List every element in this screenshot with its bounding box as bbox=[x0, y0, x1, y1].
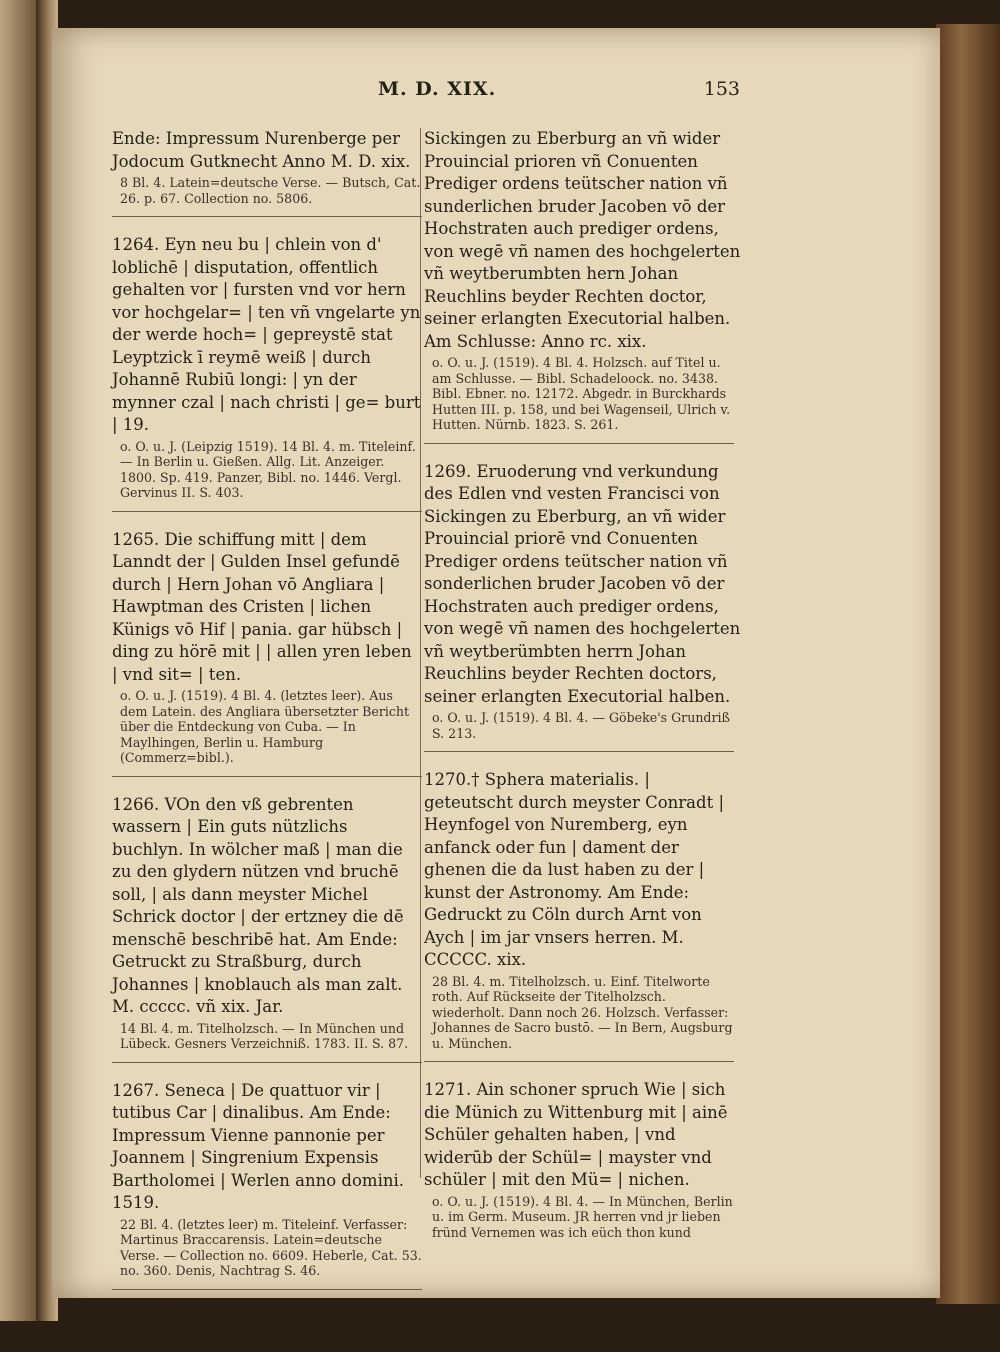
entry-note: 22 Bl. 4. (letztes leer) m. Titeleinf. Verfasser: Martinus Braccarensis. Latein=deutsche Verse. — Collection no. 6609. Heberle, Cat. 53. no. 360. Denis, Nachtrag S. 46. bbox=[120, 1216, 422, 1278]
entry-note: 28 Bl. 4. m. Titelholzsch. u. Einf. Titelworte roth. Auf Rückseite der Titelholzsch. wiederholt. Dann noch 26. Holzsch. Verfasser: Johannes de Sacro bustō. — In Bern, Augsburg u. München. bbox=[432, 973, 733, 1051]
facing-page-edge bbox=[0, 0, 38, 1321]
entry-separator bbox=[424, 443, 734, 444]
entry-text: 1270.† Sphera materialis. | geteutscht durch meyster Conradt | Heynfogel von Nuremberg, eyn anfanck oder fun | dament der ghenen die da lust haben zu der | kunst der Astronomy. Am Ende: Gedruckt zu Cöln durch Arnt von Aych | im jar vnsers herren. M. CCCCC. xix. bbox=[424, 770, 725, 969]
entry-note: o. O. u. J. (1519). 4 Bl. 4. — Göbeke's Grundriß S. 213. bbox=[432, 710, 730, 741]
entry-text: 1265. Die schiffung mitt | dem Lanndt der | Gulden Insel gefundē durch | Hern Johan vō Angliara | Hawptman des Cristen | lichen Künigs vō Hif | pania. gar hübsch | ding zu hörē mit | | allen yren leben | vnd sit= | ten. bbox=[112, 529, 412, 684]
entry-separator bbox=[112, 1289, 422, 1290]
entry-text: 1268. Eruorderung vnd verkundung des Edlen vnd vesten Francisci von bbox=[112, 1307, 415, 1349]
entry-text: Ende: Impressum Nurenberge per Jodocum Gutknecht Anno M. D. xix. bbox=[112, 129, 411, 171]
entry-1264 bbox=[112, 234, 422, 501]
entry-note: 14 Bl. 4. m. Titelholzsch. — In München und Lübeck. Gesners Verzeichniß. 1783. II. S. 87. bbox=[120, 1020, 409, 1051]
entry-1265 bbox=[112, 529, 422, 766]
entry-separator bbox=[112, 776, 422, 777]
left-column bbox=[112, 128, 422, 1352]
book-cover-edge bbox=[936, 24, 1000, 1304]
entry-separator bbox=[112, 511, 422, 512]
page-number: 153 bbox=[703, 78, 740, 100]
entry-1263-end bbox=[112, 128, 422, 206]
running-head: M. D. XIX. bbox=[378, 78, 497, 100]
entry-separator bbox=[112, 1062, 422, 1063]
entry-1270 bbox=[424, 769, 742, 1051]
entry-text: Sickingen zu Eberburg an vñ wider Prouincial prioren vñ Conuenten Prediger ordens teütscher nation vñ sunderlichen bruder Jacoben vō der Hochstraten auch prediger ordens, von wegē vñ namen des hochgelerten vñ weytberumbten hern Johan Reuchlins beyder Rechten doctor, seiner erlangten Executorial halben. Am Schlusse: Anno rc. xix. bbox=[424, 129, 741, 351]
entry-1268-cont bbox=[424, 128, 742, 433]
entry-text: 1264. Eyn neu bu | chlein von d' loblichē | disputation, offentlich gehalten vor | fursten vnd vor hern vor hochgelar= | ten vñ vngelarte yn der werde hoch= | gepreystē stat Leyptzick ī reymē weiß | durch Johannē Rubiū longi: | yn der mynner czal | nach christi | ge= burt | 19. bbox=[112, 235, 421, 434]
entry-1271 bbox=[424, 1079, 742, 1240]
entry-text: 1267. Seneca | De quattuor vir | tutibus Car | dinalibus. Am Ende: Impressum Vienne pannonie per Joannem | Singrenium Expensis Bartholomei | Werlen anno domini. 1519. bbox=[112, 1080, 405, 1212]
entry-separator bbox=[424, 751, 734, 752]
entry-1268 bbox=[112, 1307, 422, 1352]
entry-note: o. O. u. J. (1519). 4 Bl. 4. Holzsch. auf Titel u. am Schlusse. — Bibl. Schadeloock. no. 3438. Bibl. Ebner. no. 12172. Abgedr. in Burckhards Hutten III. p. 158, und bei Wagenseil, Ulrich v. Hutten. Nürnb. 1823. S. 261. bbox=[432, 355, 731, 432]
entry-note: o. O. u. J. (1519). 4 Bl. 4. — In München, Berlin u. im Germ. Museum. JR herren vnd jr lieben fründ Vernemen was ich eüch thon kund bbox=[432, 1193, 733, 1240]
entry-text: 1266. VOn den vß gebrenten wassern | Ein guts nützlichs buchlyn. In wölcher maß | man die zu den glydern nützen vnd bruchē soll, | als dann meyster Michel Schrick doctor | der ertzney die dē menschē beschribē hat. Am Ende: Getruckt zu Straßburg, durch Johannes | knoblauch als man zalt. M. ccccc. vñ xix. Jar. bbox=[112, 794, 404, 1016]
entry-separator bbox=[424, 1061, 734, 1062]
right-column bbox=[424, 128, 742, 1240]
entry-note: 8 Bl. 4. Latein=deutsche Verse. — Butsch, Cat. 26. p. 67. Collection no. 5806. bbox=[120, 175, 421, 206]
entry-text: 1271. Ain schoner spruch Wie | sich die Münich zu Wittenburg mit | ainē Schüler gehalten haben, | vnd widerūb der Schül= | mayster vnd schüler | mit den Mü= | nichen. bbox=[424, 1080, 728, 1189]
entry-text: 1269. Eruoderung vnd verkundung des Edlen vnd vesten Francisci von Sickingen zu Eberburg, an vñ wider Prouincial priorē vnd Conuenten Prediger ordens teütscher nation vñ sonderlichen bruder Jacoben vō der Hochstraten auch prediger ordens, von wegē vñ namen des hochgelerten vñ weytberümbten herrn Johan Reuchlins beyder Rechten doctors, seiner erlangten Executorial halben. bbox=[424, 461, 741, 706]
entry-note: o. O. u. J. (Leipzig 1519). 14 Bl. 4. m. Titeleinf. — In Berlin u. Gießen. Allg. Lit. Anzeiger. 1800. Sp. 419. Panzer, Bibl. no. 1446. Vergl. Gervinus II. S. 403. bbox=[120, 438, 416, 500]
entry-note: o. O. u. J. (1519). 4 Bl. 4. (letztes leer). Aus dem Latein. des Angliara übersetzter Bericht über die Entdeckung von Cuba. — In Maylhingen, Berlin u. Hamburg (Commerz=bibl.). bbox=[120, 688, 410, 765]
page-header bbox=[120, 78, 740, 108]
entry-1269 bbox=[424, 461, 742, 742]
entry-1267 bbox=[112, 1080, 422, 1279]
entry-1266 bbox=[112, 794, 422, 1052]
entry-separator bbox=[112, 216, 422, 217]
